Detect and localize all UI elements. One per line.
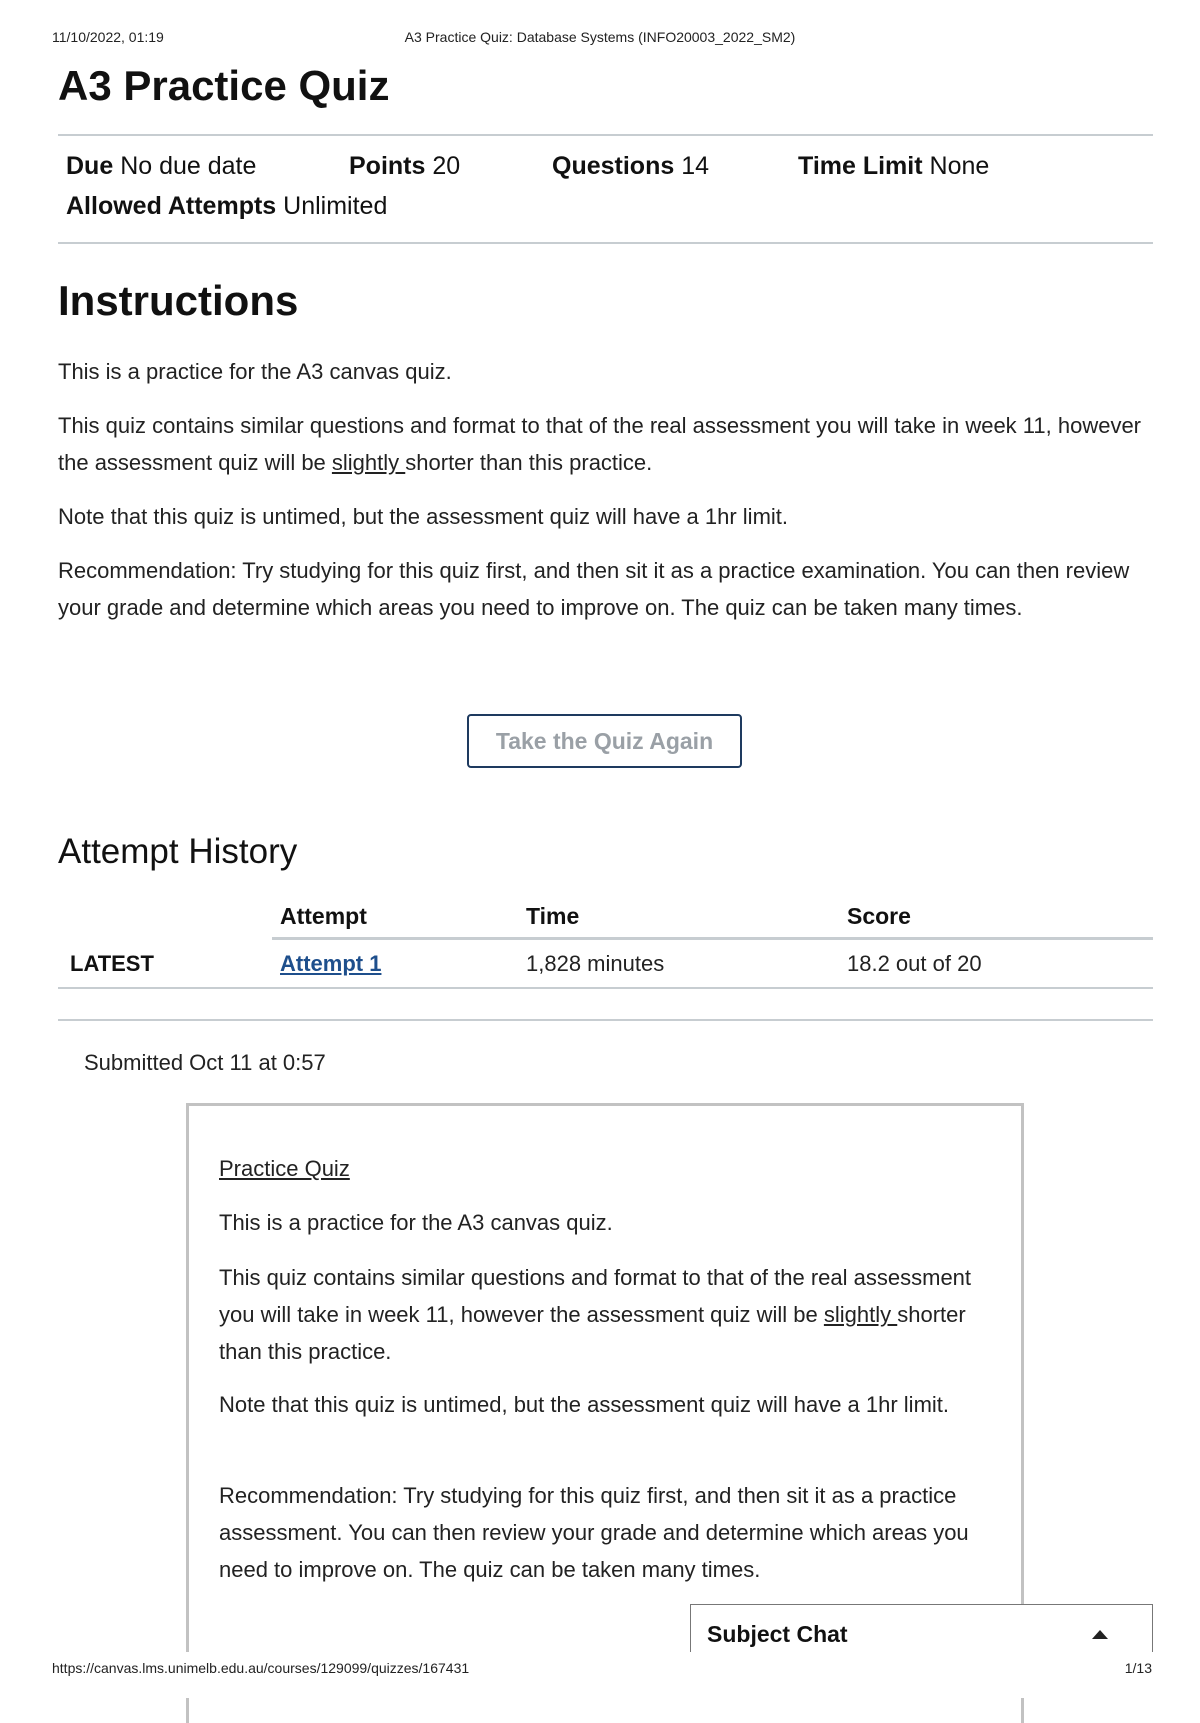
time-cell: 1,828 minutes	[526, 951, 665, 976]
caret-up-icon[interactable]	[1092, 1630, 1108, 1639]
description-paragraph: Note that this quiz is untimed, but the assessment quiz will have a 1hr limit.	[219, 1392, 950, 1417]
allowed-attempts-detail	[66, 192, 387, 221]
points-value: 20	[432, 152, 461, 180]
description-heading: Practice Quiz	[219, 1156, 350, 1181]
column-header-score: Score	[847, 903, 911, 929]
paragraph-text: This quiz contains similar questions and format to that of the real assessment you will take in week 11, however the assessment quiz will be	[58, 413, 1142, 475]
table-header-divider	[272, 937, 1153, 940]
time-limit-detail	[798, 152, 989, 181]
description-paragraph: Recommendation: Try studying for this quiz first, and then sit it as a practice assessment. You can then review your grade and determine which areas you need to improve on. The quiz can be taken many times.	[219, 1483, 969, 1582]
page-title: A3 Practice Quiz	[58, 62, 390, 109]
take-quiz-again-button[interactable]: Take the Quiz Again	[467, 714, 742, 768]
print-page-title: A3 Practice Quiz: Database Systems (INFO20003_2022_SM2)	[404, 29, 796, 45]
paragraph-text: shorter than this practice.	[405, 450, 653, 475]
points-label: Points	[349, 152, 426, 180]
due-label: Due	[66, 152, 114, 180]
questions-label: Questions	[552, 152, 675, 180]
latest-badge: LATEST	[70, 951, 154, 976]
underlined-text: slightly	[823, 1302, 898, 1327]
instructions-paragraph: Note that this quiz is untimed, but the assessment quiz will have a 1hr limit.	[58, 504, 789, 529]
attempt-cell	[280, 951, 381, 977]
instructions-paragraph: This is a practice for the A3 canvas quiz.	[58, 359, 452, 384]
allowed-attempts-value: Unlimited	[283, 192, 388, 220]
instructions-heading: Instructions	[58, 277, 299, 324]
print-timestamp: 11/10/2022, 01:19	[52, 29, 164, 45]
due-value: No due date	[120, 152, 257, 180]
questions-detail	[552, 152, 709, 181]
description-paragraph	[219, 1259, 1009, 1370]
print-url: https://canvas.lms.unimelb.edu.au/courses/129099/quizzes/167431	[52, 1660, 470, 1676]
points-detail	[349, 152, 460, 181]
time-limit-value: None	[929, 152, 990, 180]
time-limit-label: Time Limit	[798, 152, 923, 180]
paragraph-text: shorter than this practice.	[219, 1302, 966, 1364]
divider	[58, 1019, 1153, 1021]
subject-chat-label: Subject Chat	[707, 1621, 848, 1647]
attempt-history-heading: Attempt History	[58, 832, 298, 871]
divider	[58, 134, 1153, 136]
description-paragraph: This is a practice for the A3 canvas quiz.	[219, 1210, 613, 1235]
paragraph-text: This quiz contains similar questions and format to that of the real assessment you will take in week 11, however the assessment quiz will be	[219, 1265, 972, 1327]
instructions-paragraph	[58, 407, 1153, 481]
allowed-attempts-label: Allowed Attempts	[66, 192, 277, 220]
column-header-attempt: Attempt	[280, 903, 367, 929]
column-header-time: Time	[526, 903, 580, 929]
due-detail	[66, 152, 256, 181]
attempt-link[interactable]: Attempt 1	[280, 951, 382, 976]
underlined-text: slightly	[331, 450, 406, 475]
table-row-divider	[58, 987, 1153, 989]
score-cell: 18.2 out of 20	[847, 951, 982, 976]
questions-value: 14	[681, 152, 710, 180]
divider	[58, 242, 1153, 244]
instructions-paragraph: Recommendation: Try studying for this quiz first, and then sit it as a practice examination. You can then review your grade and determine which areas you need to improve on. The quiz can be taken many times.	[58, 558, 1130, 620]
submitted-timestamp: Submitted Oct 11 at 0:57	[84, 1050, 326, 1075]
print-page-number: 1/13	[1124, 1660, 1152, 1676]
